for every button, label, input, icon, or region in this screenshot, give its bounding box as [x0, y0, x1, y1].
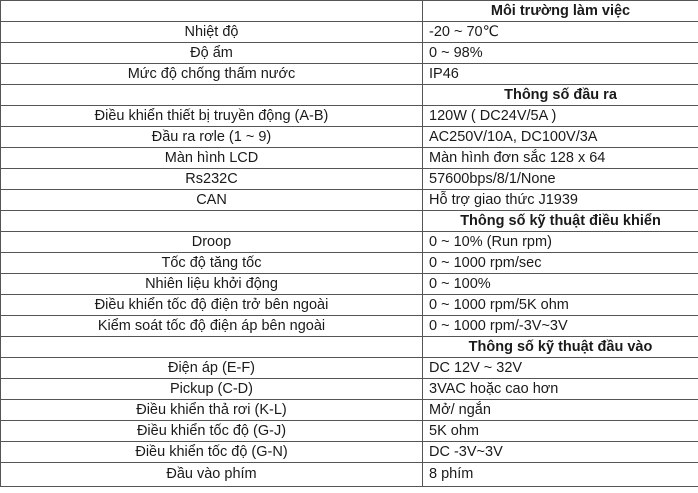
section-header-row — [1, 1, 698, 22]
section-header-row — [1, 211, 698, 232]
section-header-row — [1, 337, 698, 358]
spec-label: Điều khiển tốc độ (G-N) — [1, 442, 423, 463]
section-header-empty-cell — [1, 1, 423, 22]
table-row — [1, 127, 698, 148]
spec-label: Mức độ chống thấm nước — [1, 64, 423, 85]
table-row — [1, 148, 698, 169]
table-row — [1, 64, 698, 85]
table-row — [1, 253, 698, 274]
spec-value: 0 ~ 1000 rpm/-3V~3V — [423, 316, 698, 337]
table-row — [1, 274, 698, 295]
spec-label: Đầu ra rơle (1 ~ 9) — [1, 127, 423, 148]
spec-value: Mở/ ngắn — [423, 400, 698, 421]
spec-value: 57600bps/8/1/None — [423, 169, 698, 190]
spec-value: 0 ~ 10% (Run rpm) — [423, 232, 698, 253]
spec-label: Điều khiển thả rơi (K-L) — [1, 400, 423, 421]
section-title: Thông số kỹ thuật đầu vào — [423, 337, 698, 358]
table-row — [1, 400, 698, 421]
spec-value: AC250V/10A, DC100V/3A — [423, 127, 698, 148]
spec-label: Droop — [1, 232, 423, 253]
spec-label: Điện áp (E-F) — [1, 358, 423, 379]
spec-value: DC -3V~3V — [423, 442, 698, 463]
spec-value: DC 12V ~ 32V — [423, 358, 698, 379]
spec-value: 0 ~ 98% — [423, 43, 698, 64]
section-header-empty-cell — [1, 211, 423, 232]
spec-table-body — [1, 1, 698, 487]
spec-label: Nhiệt độ — [1, 22, 423, 43]
table-row — [1, 43, 698, 64]
spec-label: Điều khiển tốc độ (G-J) — [1, 421, 423, 442]
section-title: Thông số đầu ra — [423, 85, 698, 106]
spec-value: IP46 — [423, 64, 698, 85]
table-row — [1, 442, 698, 463]
spec-value: 5K ohm — [423, 421, 698, 442]
spec-label: Đầu vào phím — [1, 463, 423, 487]
spec-label: Rs232C — [1, 169, 423, 190]
spec-label: Tốc độ tăng tốc — [1, 253, 423, 274]
spec-label: Điều khiển thiết bị truyền động (A-B) — [1, 106, 423, 127]
table-row — [1, 379, 698, 400]
spec-value: 8 phím — [423, 463, 698, 487]
spec-value: Hỗ trợ giao thức J1939 — [423, 190, 698, 211]
table-row — [1, 169, 698, 190]
spec-value: 0 ~ 100% — [423, 274, 698, 295]
section-header-row — [1, 85, 698, 106]
section-title: Thông số kỹ thuật điều khiển — [423, 211, 698, 232]
spec-value: 0 ~ 1000 rpm/5K ohm — [423, 295, 698, 316]
table-row — [1, 295, 698, 316]
spec-label: Kiểm soát tốc độ điện áp bên ngoài — [1, 316, 423, 337]
table-row — [1, 106, 698, 127]
section-header-empty-cell — [1, 85, 423, 106]
spec-label: Điều khiển tốc độ điện trở bên ngoài — [1, 295, 423, 316]
table-row — [1, 463, 698, 487]
spec-value: Màn hình đơn sắc 128 x 64 — [423, 148, 698, 169]
spec-value: 0 ~ 1000 rpm/sec — [423, 253, 698, 274]
spec-label: CAN — [1, 190, 423, 211]
spec-label: Độ ẩm — [1, 43, 423, 64]
spec-value: 120W ( DC24V/5A ) — [423, 106, 698, 127]
table-row — [1, 316, 698, 337]
spec-label: Nhiên liệu khởi động — [1, 274, 423, 295]
table-row — [1, 421, 698, 442]
table-row — [1, 190, 698, 211]
spec-label: Pickup (C-D) — [1, 379, 423, 400]
spec-value: -20 ~ 70℃ — [423, 22, 698, 43]
table-row — [1, 22, 698, 43]
section-header-empty-cell — [1, 337, 423, 358]
section-title: Môi trường làm việc — [423, 1, 698, 22]
table-row — [1, 232, 698, 253]
table-row — [1, 358, 698, 379]
spec-label: Màn hình LCD — [1, 148, 423, 169]
spec-value: 3VAC hoặc cao hơn — [423, 379, 698, 400]
